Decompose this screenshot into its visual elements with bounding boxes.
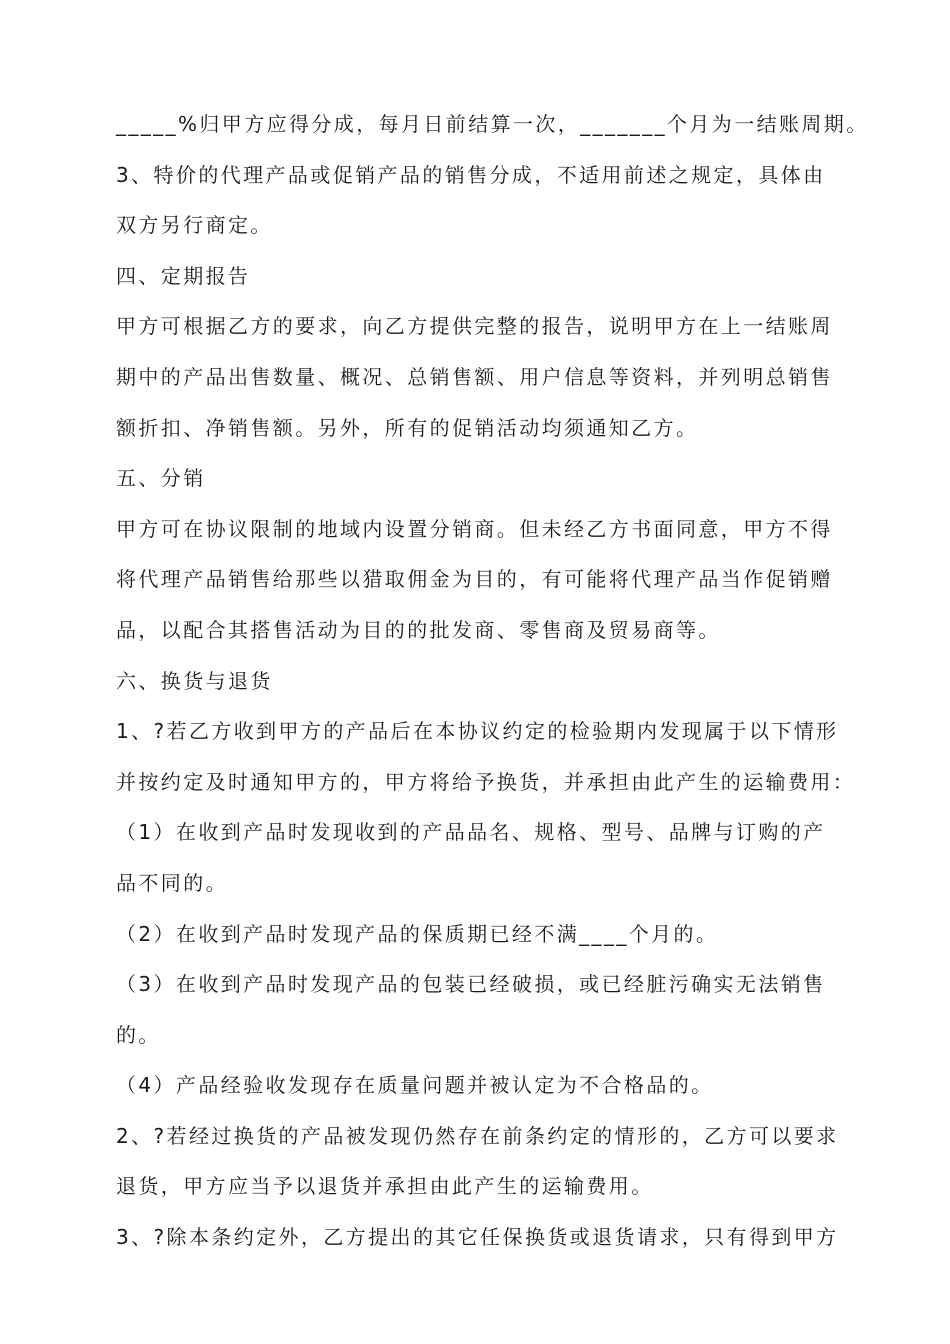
text-line: 3、?除本条约定外，乙方提出的其它任保换货或退货请求，只有得到甲方: [116, 1225, 839, 1250]
text-line: 甲方可根据乙方的要求，向乙方提供完整的报告，说明甲方在上一结账周: [116, 314, 833, 339]
text-line: 品，以配合其搭售活动为目的的批发商、零售商及贸易商等。: [116, 617, 721, 642]
text-line: 1、?若乙方收到甲方的产品后在本协议约定的检验期内发现属于以下情形: [116, 719, 839, 744]
text-line: 2、?若经过换货的产品被发现仍然存在前条约定的情形的，乙方可以要求: [116, 1123, 839, 1148]
section-heading: 五、分销: [116, 466, 206, 491]
document-body: [116, 99, 869, 1263]
text-line: 的。: [116, 1022, 161, 1047]
text-line: _____%归甲方应得分成，每月日前结算一次，_______个月为一结账周期。: [116, 112, 869, 136]
text-line: （2）在收到产品时发现产品的保质期已经不满____个月的。: [116, 921, 719, 946]
text-line: （3）在收到产品时发现产品的包装已经破损，或已经脏污确实无法销售: [116, 972, 826, 997]
text-line: 品不同的。: [116, 870, 228, 895]
text-line: 并按约定及时通知甲方的，甲方将给予换货，并承担由此产生的运输费用：: [116, 769, 856, 794]
text-line: 双方另行商定。: [116, 213, 273, 238]
text-line: （4）产品经验收发现存在质量问题并被认定为不合格品的。: [116, 1073, 714, 1098]
text-line: 额折扣、净销售额。另外，所有的促销活动均须通知乙方。: [116, 415, 699, 440]
section-heading: 六、换货与退货: [116, 668, 273, 693]
text-line: （1）在收到产品时发现收到的产品品名、规格、型号、品牌与订购的产: [116, 820, 826, 845]
section-heading: 四、定期报告: [116, 263, 251, 288]
text-line: 3、特价的代理产品或促销产品的销售分成，不适用前述之规定，具体由: [116, 162, 826, 187]
text-line: 将代理产品销售给那些以猎取佣金为目的，有可能将代理产品当作促销赠: [116, 567, 833, 592]
text-line: 退货，甲方应当予以退货并承担由此产生的运输费用。: [116, 1174, 654, 1199]
text-line: 甲方可在协议限制的地域内设置分销商。但未经乙方书面同意，甲方不得: [116, 516, 833, 541]
text-line: 期中的产品出售数量、概况、总销售额、用户信息等资料，并列明总销售: [116, 364, 833, 389]
